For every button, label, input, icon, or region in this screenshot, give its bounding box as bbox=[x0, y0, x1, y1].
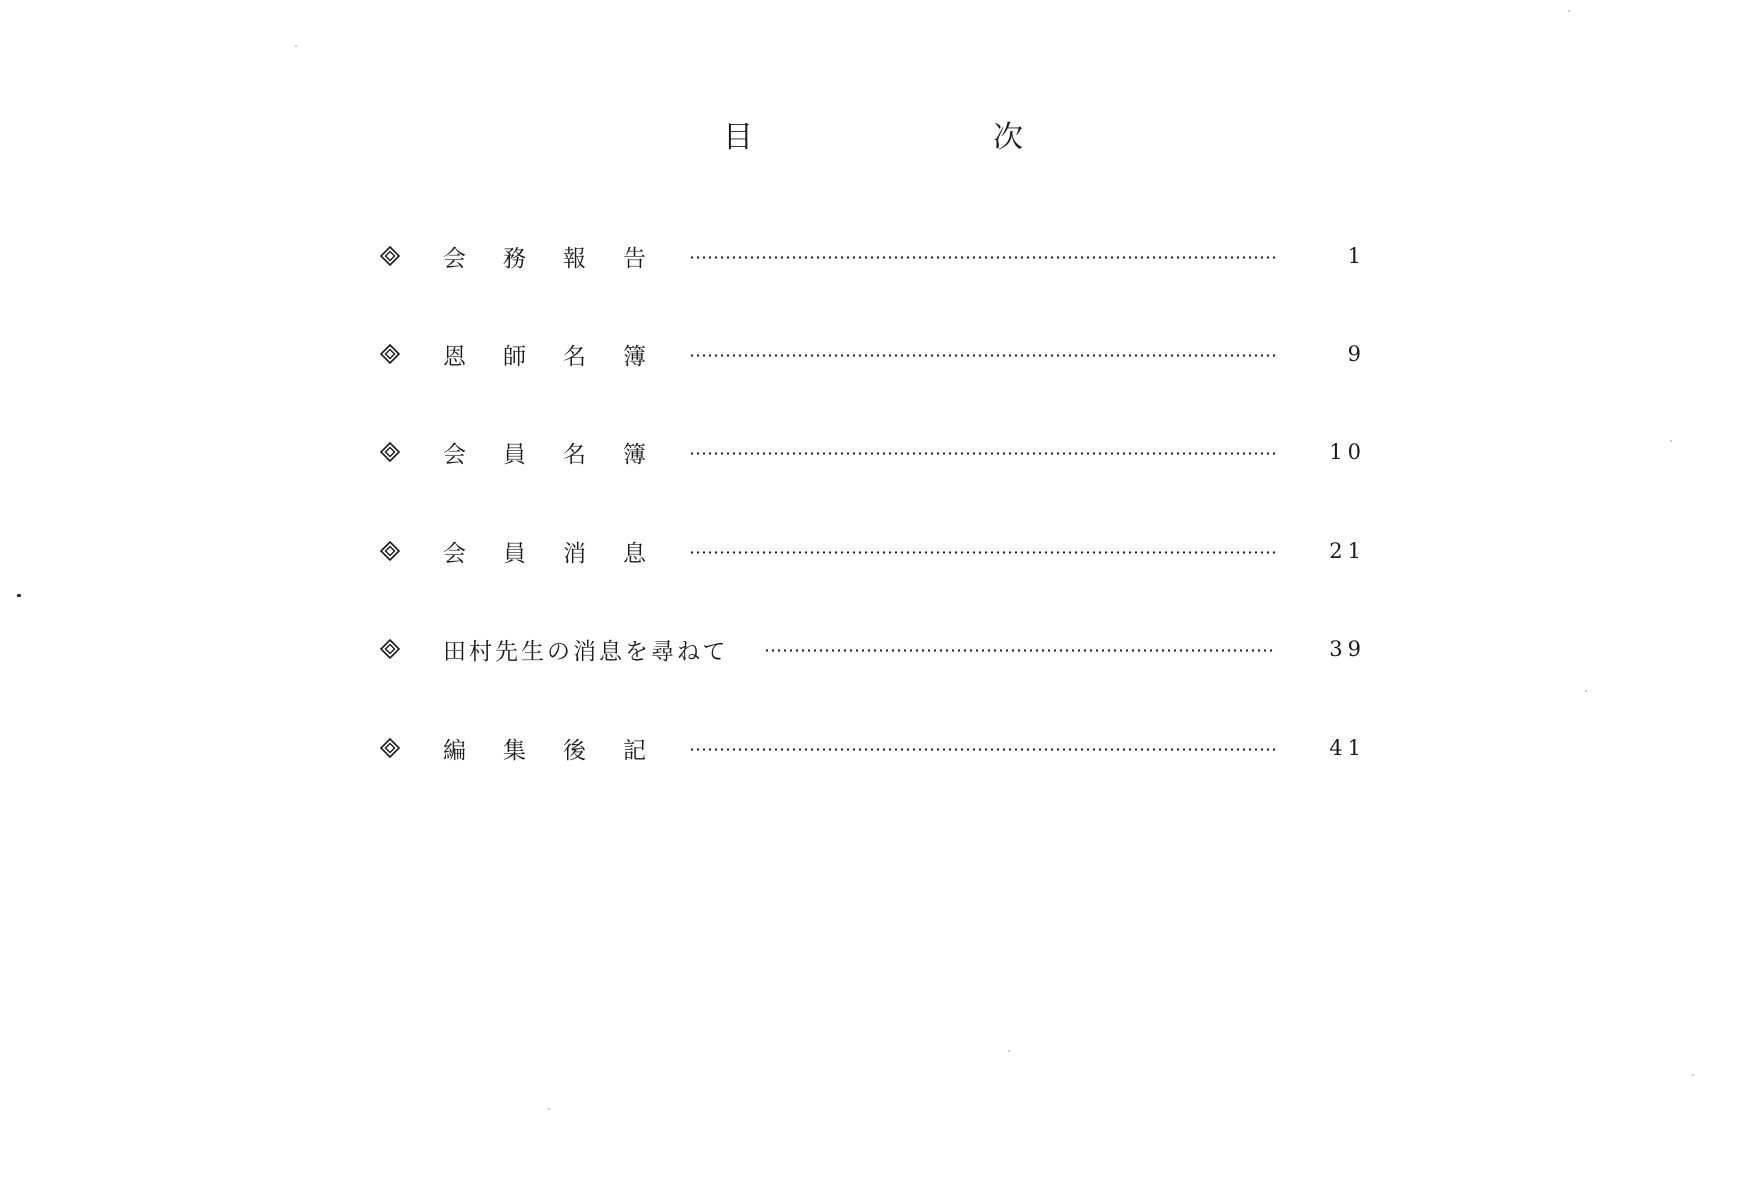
double-diamond-icon bbox=[378, 342, 402, 366]
scan-speck bbox=[1692, 1074, 1694, 1076]
toc-entry-page-number: 10 bbox=[1329, 440, 1366, 464]
dot-leader bbox=[689, 452, 1276, 455]
double-diamond-icon bbox=[378, 244, 402, 268]
toc-entry-onshi-meibo[interactable] bbox=[378, 334, 1366, 374]
scan-speck bbox=[1585, 690, 1587, 692]
toc-entry-page-number: 1 bbox=[1347, 244, 1366, 268]
double-diamond-icon bbox=[378, 736, 402, 760]
scan-speck bbox=[17, 594, 21, 597]
toc-entry-label: 恩 師 名 簿 bbox=[443, 343, 646, 370]
scan-speck bbox=[1008, 1050, 1010, 1052]
double-diamond-icon bbox=[378, 440, 402, 464]
toc-entry-page-number: 39 bbox=[1329, 637, 1366, 661]
toc-entry-kaimu-houkoku[interactable] bbox=[378, 236, 1366, 276]
toc-entry-label: 編 集 後 記 bbox=[443, 737, 646, 764]
toc-entry-label: 会 務 報 告 bbox=[443, 245, 646, 272]
dot-leader bbox=[689, 748, 1276, 751]
toc-entry-page-number: 41 bbox=[1329, 736, 1366, 760]
scan-speck bbox=[295, 45, 297, 47]
toc-entry-page-number: 9 bbox=[1347, 342, 1366, 366]
dot-leader bbox=[689, 551, 1276, 554]
toc-title-first-char: 目 bbox=[723, 120, 753, 155]
scan-speck bbox=[548, 1108, 550, 1110]
toc-entry-label: 会 員 名 簿 bbox=[443, 441, 646, 468]
dot-leader bbox=[689, 354, 1276, 357]
toc-entry-kaiin-shousoku[interactable] bbox=[378, 531, 1366, 571]
dot-leader bbox=[764, 649, 1276, 652]
scan-speck bbox=[1670, 440, 1672, 442]
toc-entry-label: 会 員 消 息 bbox=[443, 540, 646, 567]
toc-entry-henshu-kouki[interactable] bbox=[378, 728, 1366, 768]
toc-entry-tamura-sensei[interactable] bbox=[378, 629, 1366, 669]
toc-entry-label: 田村先生の消息を尋ねて bbox=[443, 638, 729, 665]
double-diamond-icon bbox=[378, 539, 402, 563]
scan-speck bbox=[1568, 10, 1570, 12]
toc-title-second-char: 次 bbox=[993, 120, 1023, 155]
double-diamond-icon bbox=[378, 637, 402, 661]
dot-leader bbox=[689, 256, 1276, 259]
toc-entry-page-number: 21 bbox=[1329, 539, 1366, 563]
toc-entry-kaiin-meibo[interactable] bbox=[378, 432, 1366, 472]
